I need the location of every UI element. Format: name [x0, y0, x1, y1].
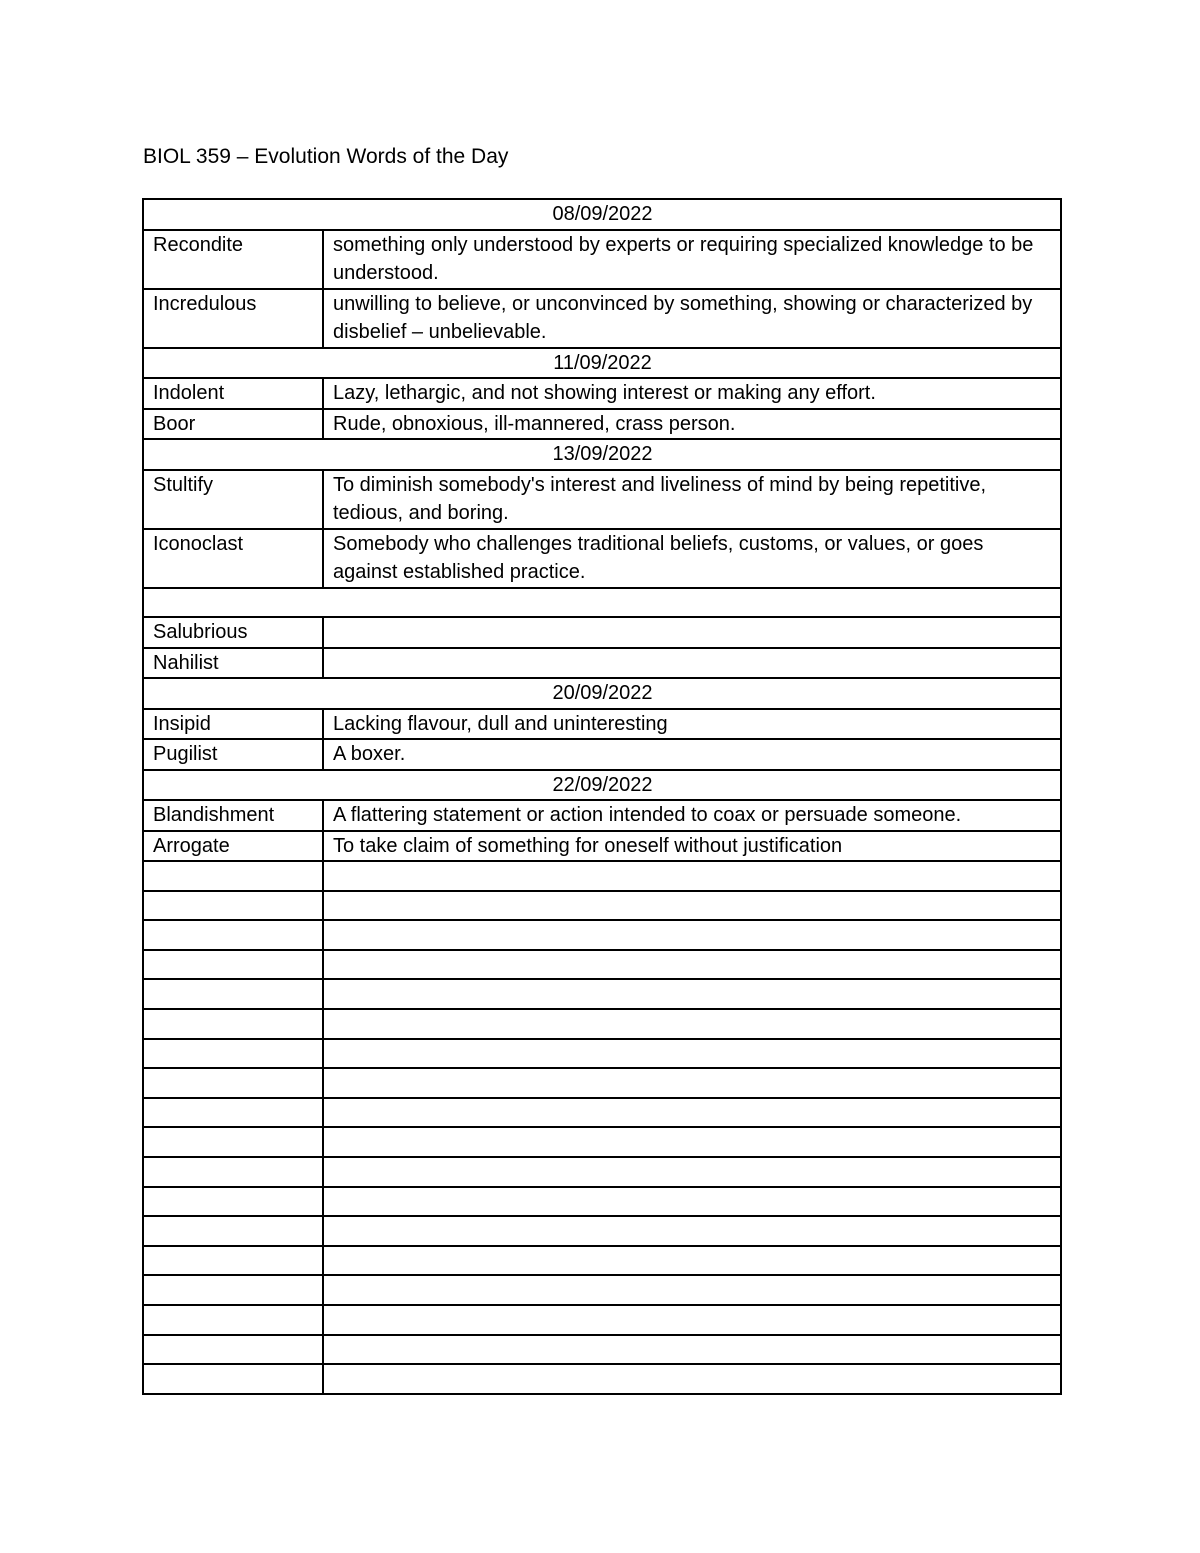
word-row: [143, 1364, 1061, 1394]
word-row: [143, 739, 1061, 770]
word-row: [143, 1216, 1061, 1246]
word-row: [143, 1039, 1061, 1069]
word-row: [143, 470, 1061, 529]
definition-cell: [323, 1009, 1061, 1039]
term-cell: [143, 1039, 323, 1069]
date-cell: 13/09/2022: [143, 439, 1061, 470]
date-header-row: [143, 588, 1061, 618]
term-cell: Stultify: [143, 470, 323, 529]
definition-cell: [323, 1068, 1061, 1098]
term-cell: [143, 1009, 323, 1039]
term-cell: [143, 1127, 323, 1157]
term-cell: [143, 950, 323, 980]
word-row: [143, 1187, 1061, 1217]
date-header-row: [143, 770, 1061, 801]
date-cell: 08/09/2022: [143, 199, 1061, 230]
date-cell: 20/09/2022: [143, 678, 1061, 709]
term-cell: [143, 1068, 323, 1098]
word-row: [143, 409, 1061, 440]
term-cell: Nahilist: [143, 648, 323, 679]
word-row: [143, 1157, 1061, 1187]
word-row: [143, 1335, 1061, 1365]
definition-cell: To take claim of something for oneself without justification: [323, 831, 1061, 862]
term-cell: [143, 1098, 323, 1128]
term-cell: Pugilist: [143, 739, 323, 770]
definition-cell: [323, 1246, 1061, 1276]
definition-cell: [323, 861, 1061, 891]
definition-cell: [323, 891, 1061, 921]
date-cell: 11/09/2022: [143, 348, 1061, 379]
definition-cell: [323, 979, 1061, 1009]
definition-cell: [323, 950, 1061, 980]
word-row: [143, 1098, 1061, 1128]
word-row: [143, 861, 1061, 891]
date-header-row: [143, 678, 1061, 709]
date-header-row: [143, 348, 1061, 379]
word-row: [143, 1068, 1061, 1098]
definition-cell: [323, 1216, 1061, 1246]
definition-cell: [323, 1039, 1061, 1069]
definition-cell: [323, 920, 1061, 950]
definition-cell: Lacking flavour, dull and uninteresting: [323, 709, 1061, 740]
word-row: [143, 979, 1061, 1009]
date-cell: 22/09/2022: [143, 770, 1061, 801]
definition-cell: [323, 1098, 1061, 1128]
term-cell: [143, 861, 323, 891]
term-cell: Indolent: [143, 378, 323, 409]
definition-cell: [323, 1157, 1061, 1187]
word-row: [143, 617, 1061, 648]
word-row: [143, 1305, 1061, 1335]
term-cell: [143, 1216, 323, 1246]
word-row: [143, 800, 1061, 831]
term-cell: [143, 1335, 323, 1365]
term-cell: Arrogate: [143, 831, 323, 862]
term-cell: [143, 920, 323, 950]
definition-cell: [323, 1187, 1061, 1217]
definition-cell: Lazy, lethargic, and not showing interest or making any effort.: [323, 378, 1061, 409]
term-cell: [143, 1187, 323, 1217]
term-cell: Iconoclast: [143, 529, 323, 588]
definition-cell: To diminish somebody's interest and liveliness of mind by being repetitive, tedious, and boring.: [323, 470, 1061, 529]
word-row: [143, 831, 1061, 862]
definition-cell: [323, 648, 1061, 679]
definition-cell: [323, 617, 1061, 648]
term-cell: Recondite: [143, 230, 323, 289]
page-title: BIOL 359 – Evolution Words of the Day: [143, 145, 509, 168]
definition-cell: [323, 1305, 1061, 1335]
word-row: [143, 1127, 1061, 1157]
term-cell: Boor: [143, 409, 323, 440]
term-cell: Blandishment: [143, 800, 323, 831]
word-row: [143, 289, 1061, 348]
term-cell: [143, 1364, 323, 1394]
term-cell: [143, 1157, 323, 1187]
word-row: [143, 920, 1061, 950]
definition-cell: A flattering statement or action intended to coax or persuade someone.: [323, 800, 1061, 831]
word-row: [143, 1275, 1061, 1305]
definition-cell: [323, 1127, 1061, 1157]
definition-cell: Rude, obnoxious, ill-mannered, crass person.: [323, 409, 1061, 440]
definition-cell: A boxer.: [323, 739, 1061, 770]
date-cell: [143, 588, 1061, 618]
words-table: [142, 198, 1062, 1395]
word-row: [143, 378, 1061, 409]
word-row: [143, 1246, 1061, 1276]
term-cell: [143, 1275, 323, 1305]
definition-cell: something only understood by experts or requiring specialized knowledge to be understood.: [323, 230, 1061, 289]
term-cell: Insipid: [143, 709, 323, 740]
term-cell: [143, 1305, 323, 1335]
definition-cell: [323, 1335, 1061, 1365]
term-cell: [143, 979, 323, 1009]
definition-cell: [323, 1364, 1061, 1394]
date-header-row: [143, 439, 1061, 470]
word-row: [143, 529, 1061, 588]
term-cell: Salubrious: [143, 617, 323, 648]
word-row: [143, 709, 1061, 740]
word-row: [143, 950, 1061, 980]
term-cell: [143, 1246, 323, 1276]
words-table-body: [143, 199, 1061, 1394]
definition-cell: unwilling to believe, or unconvinced by something, showing or characterized by disbelief – unbelievable.: [323, 289, 1061, 348]
word-row: [143, 891, 1061, 921]
word-row: [143, 230, 1061, 289]
word-row: [143, 648, 1061, 679]
word-row: [143, 1009, 1061, 1039]
date-header-row: [143, 199, 1061, 230]
definition-cell: [323, 1275, 1061, 1305]
term-cell: [143, 891, 323, 921]
definition-cell: Somebody who challenges traditional beliefs, customs, or values, or goes against established practice.: [323, 529, 1061, 588]
term-cell: Incredulous: [143, 289, 323, 348]
